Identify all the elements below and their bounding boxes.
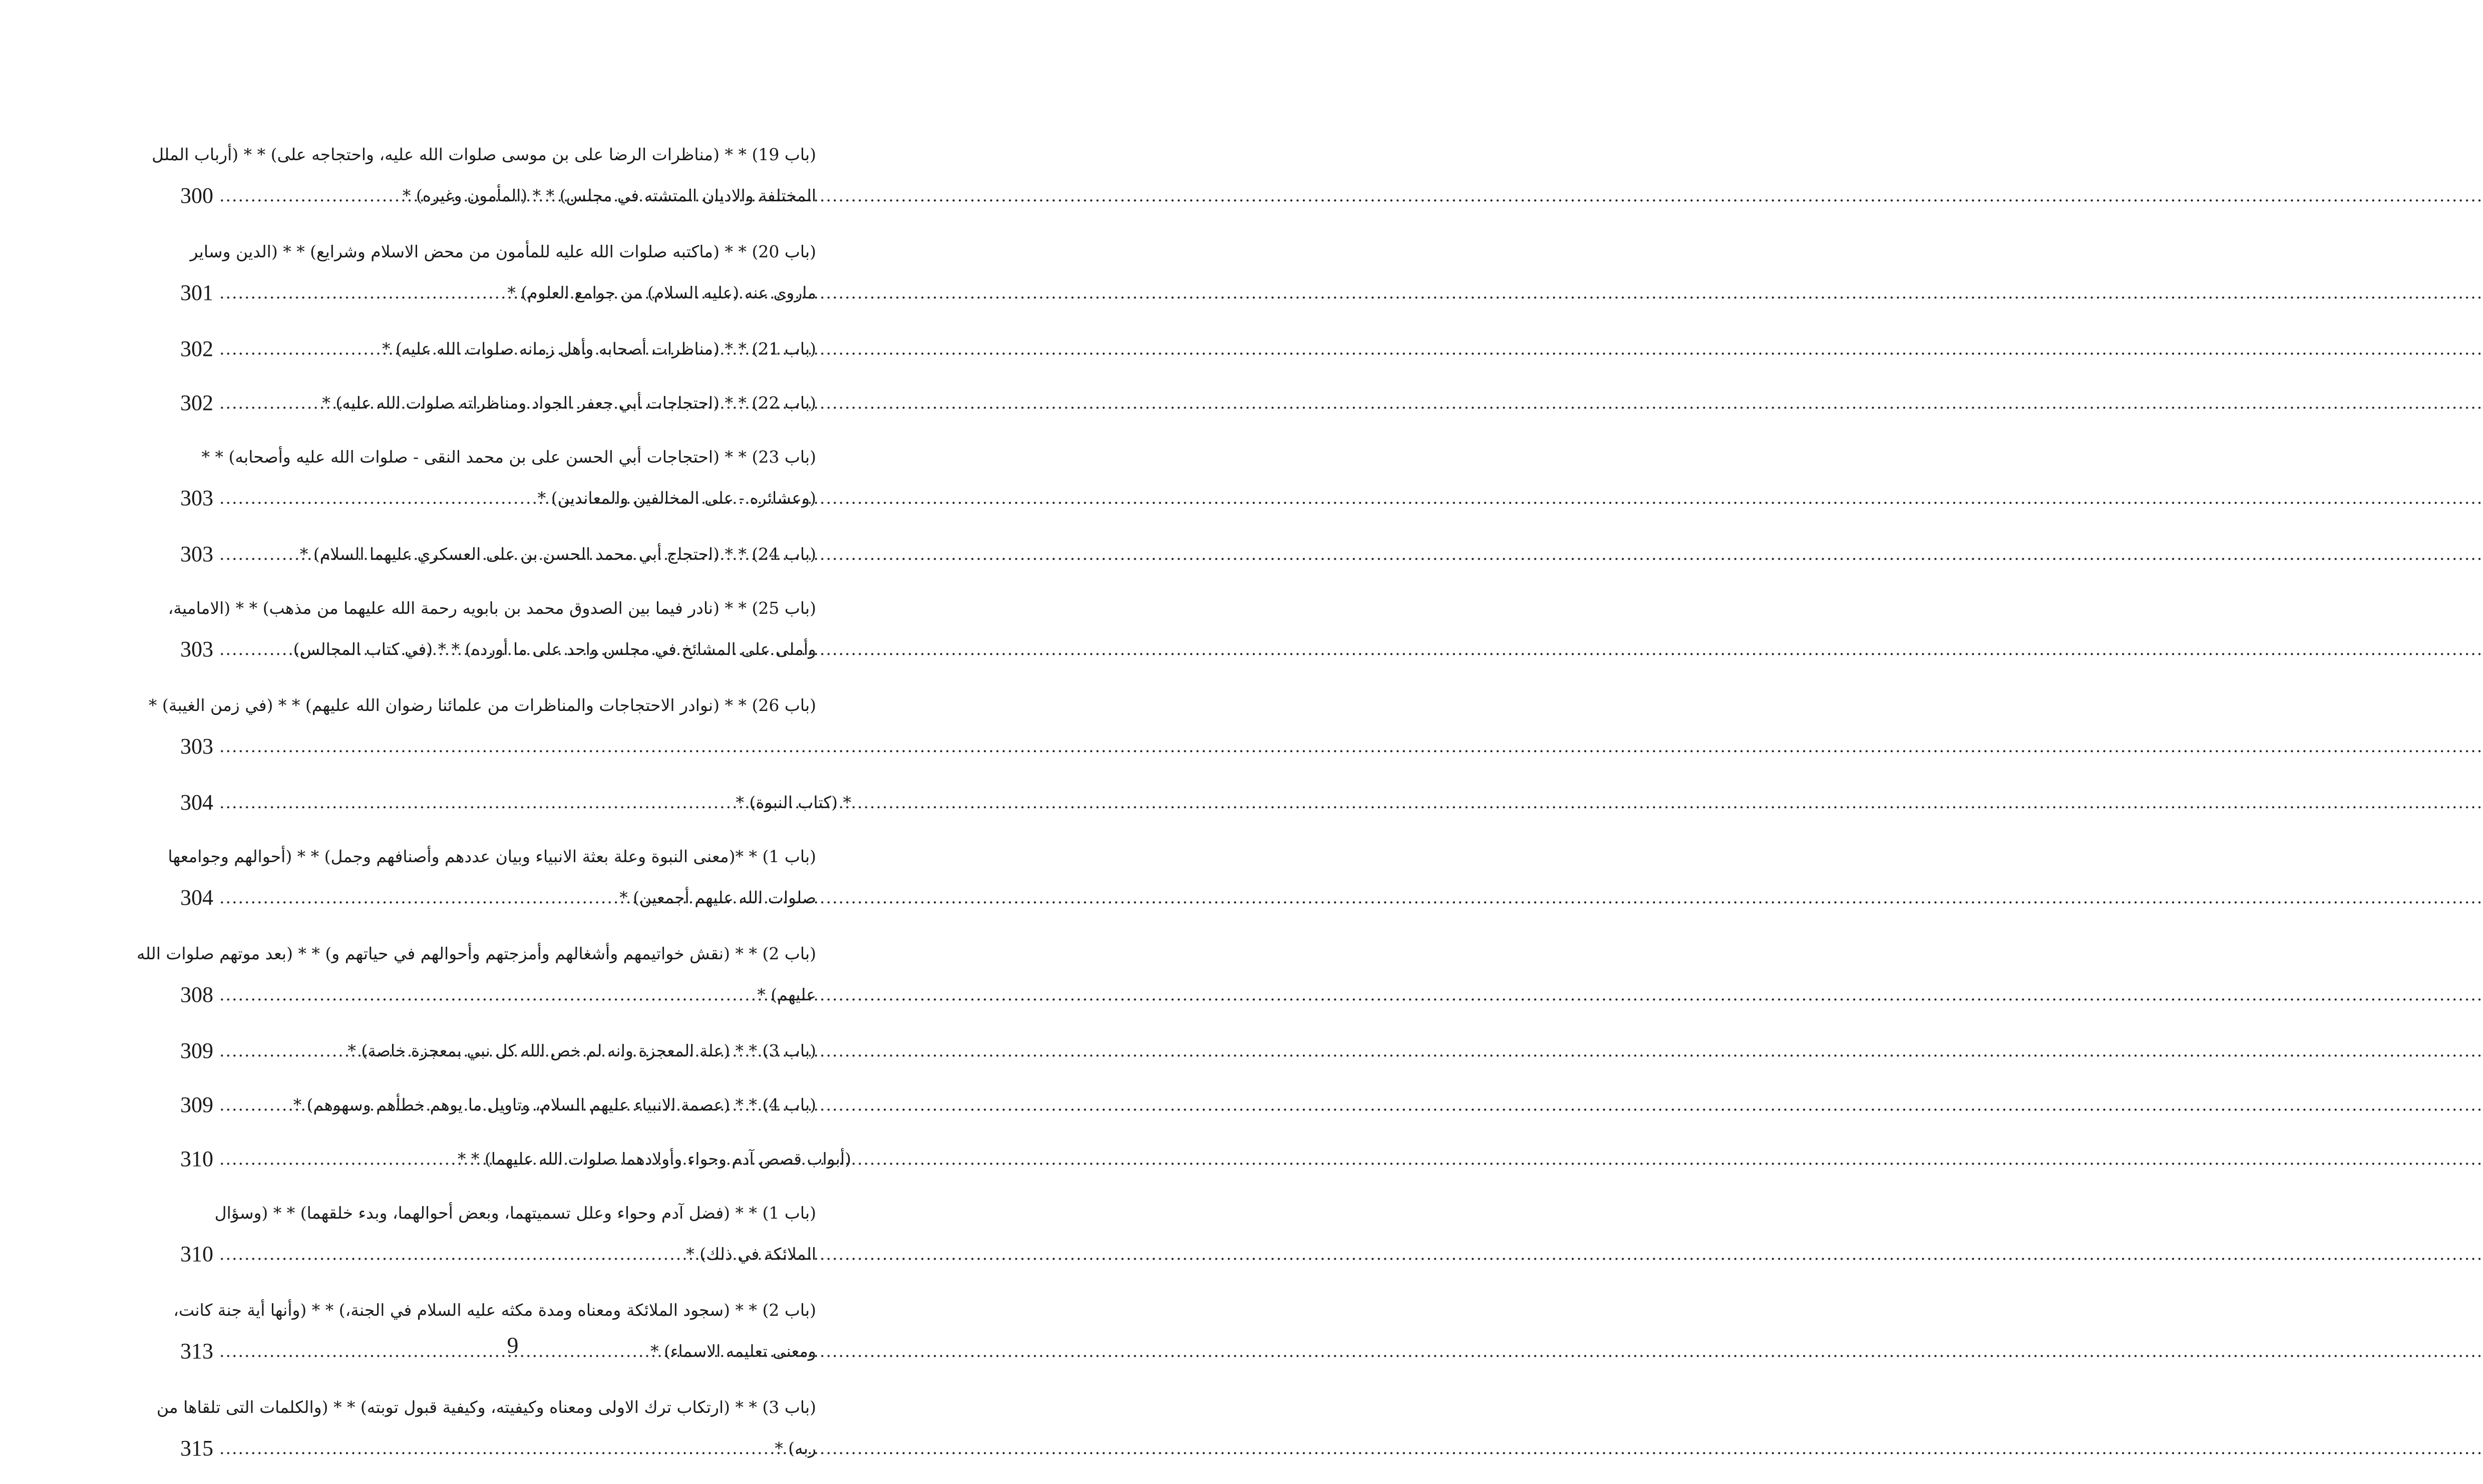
toc-entry-title: (باب 2) * * (سجود الملائكة ومعناه ومدة مكثه عليه السلام في الجنة،) * * (وأنها أية جنة كانت، [173, 1300, 816, 1320]
toc-entry [180, 782, 851, 823]
toc-entry-title: وأملى على المشائخ في مجلس واحد على ما أورده) * * (في كتاب المجالس) [293, 639, 816, 659]
toc-page-number: 310 [180, 1147, 213, 1171]
toc-page-number: 309 [180, 1038, 213, 1063]
toc-entry-last-line [180, 272, 816, 313]
toc-entry-last-line [180, 383, 816, 424]
toc-entry-title: (باب 1) * *(معنى النبوة وعلة بعثة الانبياء وبيان عددهم وأصنافهم وجمل) * * (أحوالهم وجوامعها [168, 847, 816, 866]
toc-entry-last-line [180, 1139, 851, 1180]
toc-entry-title: صلوات الله عليهم أجمعين) * [619, 888, 816, 907]
toc-entry-title: (باب 3) * * (علة المعجزة وانه لم خص الله كل نبي بمعجزة خاصة) * [347, 1041, 816, 1060]
toc-entry-last-line [180, 175, 816, 216]
toc-entry-last-line [180, 726, 816, 767]
toc-page-number: 303 [180, 542, 213, 566]
toc-page-number: 302 [180, 336, 213, 361]
toc-entry-last-line [180, 974, 816, 1015]
toc-entry [148, 685, 816, 767]
toc-entry [168, 588, 816, 670]
toc-entry [152, 134, 816, 216]
toc-entry [180, 534, 816, 575]
toc-entry-last-line [180, 478, 816, 519]
page-number: 9 [507, 1332, 519, 1358]
toc-entry-title: (باب 23) * * (احتجاجات أبي الحسن على بن محمد النقى - صلوات الله عليه وأصحابه) * * [201, 447, 816, 467]
toc-entry [168, 836, 816, 918]
toc-entry [156, 1387, 816, 1469]
toc-entry-title: ماروى عنه (عليه السلام) من جوامع العلوم) * [507, 283, 816, 302]
toc-entry-title: الملائكة في ذلك) * [686, 1244, 816, 1264]
toc-entry [180, 231, 816, 313]
toc-entry-title: ربه) * [775, 1438, 816, 1458]
toc-entry-title: عليهم) * [757, 985, 816, 1004]
toc-entry-title: المختلفة والاديان المتشته في مجلس) * * (المأمون وغيره) * [402, 186, 816, 205]
toc-entry [180, 1084, 816, 1126]
toc-entry-title: (باب 4) * * (عصمة الانبياء عليهم السلام، وتاويل ما يوهم خطأهم وسهوهم) * [293, 1095, 816, 1115]
toc-entry-last-line [180, 328, 816, 369]
toc-entry-line [168, 836, 816, 877]
toc-entry-line [156, 1387, 816, 1428]
toc-entry-title: (باب 20) * * (ماكتبه صلوات الله عليه للمأمون من محض الاسلام وشرايع) * * (الدين وساير [190, 242, 816, 261]
toc-page-number: 303 [180, 486, 213, 510]
toc-entry-title: ومعنى تعليمه الاسماء) * [650, 1341, 816, 1361]
toc-entry-last-line [180, 1084, 816, 1126]
toc-page-number: 303 [180, 734, 213, 759]
toc-entry [180, 437, 816, 519]
toc-entry [180, 383, 816, 424]
toc-page-number: 309 [180, 1092, 213, 1117]
toc-entry-last-line [180, 877, 816, 918]
toc-entry [180, 1139, 851, 1180]
toc-entry-last-line [180, 782, 851, 823]
toc-page-number: 304 [180, 790, 213, 815]
toc-entry-title: (أبواب قصص آدم وحواء وأولادهما صلوات الله عليهما) * * [457, 1149, 851, 1169]
toc-entry [173, 1290, 816, 1372]
toc-entry-line [180, 1193, 816, 1234]
toc-entry-last-line [180, 534, 816, 575]
toc-entry-line [180, 231, 816, 272]
toc-entry-line [137, 933, 816, 974]
toc-page-number: 302 [180, 391, 213, 415]
toc-page-number: 304 [180, 885, 213, 910]
toc-page-number: 310 [180, 1242, 213, 1266]
toc-page-number: 301 [180, 280, 213, 305]
toc-entry [180, 1030, 816, 1071]
toc-entry-title: (باب 2) * * (نقش خواتيمهم وأشغالهم وأمزجتهم وأحوالهم في حياتهم و) * * (بعد موتهم صلوات الله [137, 944, 816, 963]
dot-leader [219, 1428, 806, 1469]
toc-entry-last-line [180, 629, 816, 670]
toc-page-number: 313 [180, 1339, 213, 1363]
toc-entry-line [180, 437, 816, 478]
toc-entry-title: (باب 21) * * (مناظرات أصحابه وأهل زمانه صلوات الله عليه) * [382, 339, 816, 358]
toc-page-number: 315 [180, 1436, 213, 1460]
toc-entry-title: * (كتاب النبوة) * [736, 793, 851, 812]
toc-page-number: 308 [180, 982, 213, 1007]
dot-leader [219, 726, 816, 767]
toc-entry-line [173, 1290, 816, 1331]
toc-entry-title: (باب 19) * * (مناظرات الرضا على بن موسى صلوات الله عليه، واحتجاجه على) * * (أرباب الملل [152, 145, 816, 164]
toc-entry-line [148, 685, 816, 726]
toc-entry-title: (وعشائره - على المخالفين والمعاندين) * [537, 488, 816, 508]
toc-entry-title: (باب 25) * * (نادر فيما بين الصدوق محمد بن بابويه رحمة الله عليهما من مذهب) * * (الامامية، [168, 598, 816, 618]
toc-entry-last-line [180, 1030, 816, 1071]
toc-entry-line [168, 588, 816, 629]
dot-leader [219, 782, 821, 823]
toc-entry-title: (باب 26) * * (نوادر الاحتجاجات والمناظرات من علمائنا رضوان الله عليهم) * * (في زمن الغيبة) * [148, 695, 816, 715]
table-of-contents [137, 134, 851, 1484]
toc-page-number: 300 [180, 183, 213, 208]
toc-entry-title: (باب 1) * * (فضل آدم وحواء وعلل تسميتهما، وبعض أحوالهما، وبدء خلقهما) * * (وسؤال [214, 1203, 816, 1223]
toc-entry-last-line [180, 1428, 816, 1469]
toc-entry-last-line [180, 1234, 816, 1275]
dot-leader [219, 974, 801, 1015]
toc-entry [137, 933, 816, 1015]
toc-entry-title: (باب 22) * * (احتجاجات أبي جعفر الجواد ومناظراته صلوات الله عليه) * [322, 393, 816, 413]
toc-page-number: 303 [180, 637, 213, 661]
toc-entry-line [152, 134, 816, 175]
toc-entry [180, 328, 816, 369]
toc-entry-title: (باب 24) * * (احتجاج أبي محمد الحسن بن على العسكري عليهما السلام) * [299, 544, 816, 564]
toc-entry-title: (باب 3) * * (ارتكاب ترك الاولى ومعناه وكيفيته، وكيفية قبول توبته) * * (والكلمات التى تلقاها من [156, 1397, 816, 1417]
toc-entry [180, 1193, 816, 1275]
